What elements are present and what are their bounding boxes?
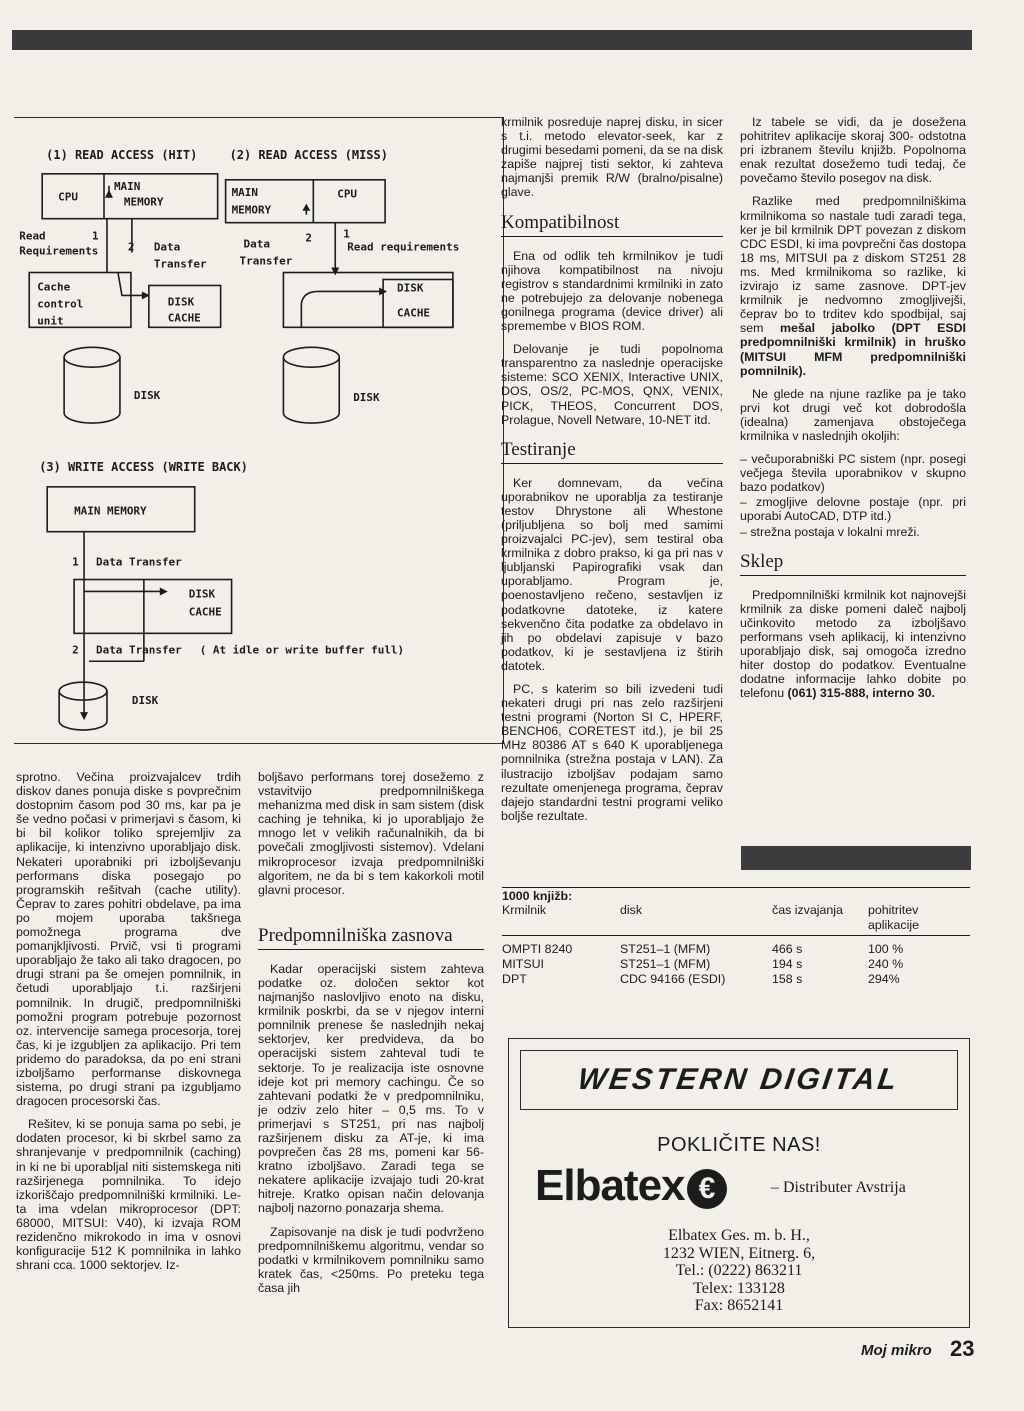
paragraph	[740, 194, 966, 377]
address-line: 1232 WIEN, Eitnerg. 6,	[662, 1244, 816, 1262]
diagram-read-requirements-label: Read requirements	[347, 240, 460, 254]
table-header-row	[502, 903, 970, 936]
ad-brand-row	[509, 1161, 969, 1221]
euro-icon: €	[687, 1169, 727, 1209]
list-item: – večuporabniški PC sistem (npr. posegi večjega števila uporabnikov v skupno bazo podatkov)	[740, 452, 966, 495]
table-cell: OMPTI 8240	[502, 942, 573, 956]
diagram-transfer-label: Transfer	[239, 254, 293, 268]
phone-number: (061) 315-888, interno 30.	[787, 686, 935, 701]
diagram-number-1: 1	[72, 555, 79, 569]
diagram-disk-label: DISK	[188, 587, 216, 601]
diagram-read-label: Read	[19, 229, 46, 243]
diagram-data-transfer-label: Data Transfer	[96, 555, 182, 569]
diagram-number-1: 1	[343, 227, 350, 241]
table-cell: 294%	[868, 972, 900, 986]
diagram-cache-caps-label: CACHE	[397, 306, 431, 320]
ad-address	[509, 1227, 969, 1315]
paragraph: PC, s katerim so bili izvedeni tudi nekateri drugi pri nas zelo razširjeni testni programi (Norton SI C, HPERF, BENCH06, CORETEST itd.), je bil 25 MHz 80386 AT s 640 K uporabljenega pomnilnika (strežna postaja v LAN). Za ilustracijo izboljšav podajam samo rezultate omenjenega programa, čeprav dajejo standardni testni programi veliko boljše rezultate.	[501, 682, 723, 823]
section-heading-kompatibilnost: Kompatibilnost	[501, 212, 723, 237]
table-row	[502, 942, 970, 957]
table-header-cell: pohitritev aplikacije	[868, 903, 919, 932]
section-heading-sklep: Sklep	[740, 551, 966, 576]
table-cell: ST251–1 (MFM)	[620, 957, 711, 971]
paragraph: Iz tabele se vidi, da je dosežena pohitritev aplikacije skoraj 300- odstotna pri izbranem številu knjižb. Popolnoma enak rezultat dosežemo tudi tedaj, če povečamo število posegov na disk.	[740, 115, 966, 186]
paragraph-text: Razlike med predpomnilniškima krmilnikoma so nastale tudi zaradi tega, ker je bil krmilnik DPT povezan z diskom CDC ESDI, ki ima povprečni čas dostopa 18 ms, MITSUI pa z diskom ST251 28 ms. Med krmilnikoma so razlike, ki izvirajo iz same zasnove. DPT-jev krmilnik je nedvomno zmogljivejši, čeprav bo to trditev kdo spodbijal, saj sem	[740, 194, 966, 336]
diagram-cpu-label: CPU	[337, 187, 358, 201]
cache-diagram	[14, 117, 504, 744]
elbatex-advertisement	[508, 1038, 970, 1328]
cache-diagram-svg	[14, 118, 503, 743]
elbatex-logo-text: Elbatex	[535, 1161, 685, 1210]
magazine-name: Moj mikro	[861, 1342, 932, 1359]
diagram-main-label: MAIN	[231, 185, 258, 199]
paragraph: Kadar operacijski sistem zahteva podatke oz. določen sektor kot najmanjšo naslovljivo enoto na disku, krmilnik poskrbi, da se v njegov interni pomnilnik prenese še naslednjih nekaj sektorjev, ker predvideva, da bo operacijski sistem zahteval tudi te sektorje. To je realizacija iste osnovne ideje kot pri memory cachingu. Če so zahtevani podatki že v predpomnilniku, je odziv zelo hiter – 0,5 ms. To v primerjavi s ST251, pri nas najbolj razširjenem disku za AT-je, ki ima povprečen čas 28 ms, pomeni kar 56-kratno izboljšavo. Zaradi tega se nekatere aplikacije izvajajo tudi 20-krat hitreje. Kratko opisan način delovanja najbolj nazorno ponazarja shema.	[258, 961, 484, 1216]
paragraph: Zapisovanje na disk je tudi podvrženo predpomnilniškemu algoritmu, vendar so podatki v krmilnikovem pomnilniku samo kratek čas, <250ms. Po preteku tega časa jih	[258, 1224, 484, 1295]
western-digital-logo-box	[520, 1050, 958, 1110]
diagram-number-2: 2	[72, 643, 79, 657]
diagram-data-label: Data	[153, 240, 181, 254]
diagram-number-2: 2	[127, 240, 135, 254]
elbatex-logo	[535, 1161, 727, 1211]
paragraph-text: Predpomnilniški krmilnik kot najnovejši krmilnik za diske pomeni daleč najbolj učinkovito metodo za izboljšavo performans vseh aplikacij, ki intenzivno uporabljajo disk, saj omogoča izredno hiter dostop do podatkov. Eventualne dodatne informacije lahko dobite po telefonu	[740, 587, 966, 701]
diagram-cache-caps-label: CACHE	[167, 311, 201, 325]
table-cell: 100 %	[868, 942, 904, 956]
table-header-cell: čas izvajanja	[772, 903, 843, 917]
diagram-number-2: 2	[305, 231, 312, 245]
diagram-disk-label: DISK	[167, 295, 195, 309]
diagram-cache-caps-label: CACHE	[188, 605, 222, 619]
diagram-main-memory-label: MAIN MEMORY	[74, 504, 147, 518]
table-cell: 194 s	[772, 957, 803, 971]
diagram-cpu-label: CPU	[58, 190, 78, 204]
diagram-panel3-title: (3) WRITE ACCESS (WRITE BACK)	[39, 459, 248, 474]
diagram-unit-label: unit	[37, 314, 64, 328]
table-cell: CDC 94166 (ESDI)	[620, 972, 726, 986]
western-digital-logo: WESTERN DIGITAL	[576, 1063, 902, 1096]
table-cell: 240 %	[868, 957, 904, 971]
paragraph: Rešitev, ki se ponuja sama po sebi, je dodaten procesor, ki bi skrbel samo za shranjevanje v predpomnilnik (caching) in ki ne bi uporabljal niti sistemskega niti razširjenega pomnilnika. To idejo izkoriščajo predpomnilniški krmilniki. Le-ta ima vdelan mikroprocesor (DPT: 68000, MITSUI: V40), ki izvaja ROM rezidenčno mikrokodo in ima v osnovi konfiguracije 512 K pomnilnika in lahko shrani cca. 1000 sektorjev. Iz-	[16, 1117, 241, 1273]
list-item: – zmogljive delovne postaje (npr. pri uporabi AutoCAD, DTP itd.)	[740, 495, 966, 524]
grey-rule-bar	[741, 846, 971, 870]
diagram-disk-label: DISK	[131, 694, 159, 708]
table-row	[502, 957, 970, 972]
paragraph: Ker domnevam, da večina uporabnikov ne uporablja za testiranje testov Dhrystone ali Whestone (priljubljena so bolj med samimi proizvajalci PC-jev), sem testiral oba krmilnika z dobro prakso, ki ga pri nas v ljubljanski Papirografiki vsak dan uporabljamo. Program je, poenostavljeno rečeno, sestavljen iz podatkovne datoteke, iz katere sekvenčno čita podatke za obdelavo in jih po obdelavi zapisuje v bazo podatkov, ki je sestavljena iz štirih datotek.	[501, 475, 723, 673]
table-cell: DPT	[502, 972, 527, 986]
table-cell: MITSUI	[502, 957, 544, 971]
column-1	[16, 770, 241, 1281]
diagram-number-1: 1	[92, 229, 99, 243]
diagram-control-label: control	[37, 297, 84, 311]
diagram-memory-label: MEMORY	[231, 203, 272, 217]
top-rule-bar	[12, 30, 972, 50]
paragraph: Ne glede na njune razlike pa je tako prvi kot drugi več kot dobrodošla (idealna) zamenjava obstoječega krmilnika v naslednjih okoljih:	[740, 386, 966, 443]
ad-call-to-action: POKLIČITE NAS!	[657, 1134, 821, 1156]
address-line: Telex: 133128	[693, 1279, 785, 1297]
diagram-panel1-title: (1) READ ACCESS (HIT)	[46, 147, 198, 162]
environment-list	[740, 452, 966, 539]
table-title: 1000 knjižb:	[502, 887, 970, 903]
diagram-requirements-label: Requirements	[19, 244, 99, 258]
section-heading-predpomnilniska-zasnova: Predpomnilniška zasnova	[258, 925, 484, 950]
column-3	[501, 115, 723, 832]
list-item: – strežna postaja v lokalni mreži.	[740, 524, 920, 539]
diagram-main-label: MAIN	[113, 179, 141, 193]
diagram-panel2-title: (2) READ ACCESS (MISS)	[229, 147, 388, 162]
address-line: Tel.: (0222) 863211	[675, 1262, 803, 1279]
paragraph: Ena od odlik teh krmilnikov je tudi njihova kompatibilnost na nivoju registrov s standardnimi krmilniki in zato ne potrebujejo za delovanje nobenega gonilnega programa (device driver) ali spremembe v BIOS ROM.	[501, 248, 723, 334]
table-header-cell: disk	[620, 903, 643, 917]
table-cell: 158 s	[772, 972, 803, 986]
diagram-memory-label: MEMORY	[123, 195, 164, 209]
diagram-cache-label: Cache	[37, 280, 71, 294]
column-4	[740, 115, 966, 709]
table-header-cell: Krmilnik	[502, 903, 547, 917]
column-2	[258, 770, 484, 1304]
paragraph: boljšavo performans torej dosežemo z vstavitvijo predpomnilniškega mehanizma med disk in sam sistem (disk caching je tehnika, ki jo uporabljajo že mnogo let v velikih računalnikih, da bi povečali zmogljivosti sistemov). Vdelani mikroprocesor izvaja predpomnilniški algoritem, ne da bi s tem kakorkoli motil glavni procesor.	[258, 770, 484, 897]
section-heading-testiranje: Testiranje	[501, 439, 723, 464]
table-row	[502, 972, 970, 987]
paragraph: Delovanje je tudi popolnoma transparentno za naslednje operacijske sisteme: SCO XENIX, Interactive UNIX, DOS, OS/2, PC-MOS, QNX, VENIX, PICK, THEOS, Concurrent DOS, Prolague, Novell Netware, 10-NET itd.	[501, 342, 723, 427]
paragraph: krmilnik posreduje naprej disku, in sicer s t.i. metodo elevator-seek, kar z drugimi besedami pomeni, da se na disk zapiše najprej tisti sektor, ki zahteva najmanjši premik R/W (bralno/pisalne) glave.	[501, 115, 723, 200]
paragraph	[740, 588, 966, 701]
diagram-disk-label: DISK	[397, 281, 424, 295]
diagram-idle-note: ( At idle or write buffer full)	[199, 643, 405, 657]
paragraph-bold-text: mešal jabolko (DPT ESDI predpomnilniški krmilnik) in hruško (MITSUI MFM predpomnilniški pomnilnik).	[740, 321, 966, 378]
table-cell: ST251–1 (MFM)	[620, 942, 711, 956]
diagram-disk-label: DISK	[353, 391, 380, 405]
ad-distributer: – Distributer Avstrija	[771, 1179, 906, 1196]
page-number: 23	[950, 1336, 975, 1361]
address-line: Fax: 8652141	[694, 1297, 784, 1314]
diagram-transfer-label: Transfer	[153, 257, 207, 271]
diagram-data-transfer-label: Data Transfer	[96, 643, 182, 657]
paragraph: sprotno. Večina proizvajalcev trdih diskov danes ponuja diske s povprečnim dostopnim časom pod 30 ms, kar pa je še vedno počasi v primerjavi s časom, ki bi bil kolikor toliko sprejemljiv za aplikacije, ki intenzivno uporabljajo disk. Nekateri uporabniki pri izboljševanju performans diska posegajo po programskih rešitvah (cache utility). Čeprav to zares pohitri obdelave, pa ima po mojem uporaba takšnega pomožnega programa dve pomanjkljivosti. Prvič, vsi ti programi uporabljajo že tako ali tako dragocen, po drugi strani pa še omejen pomnilnik, in četudi uporabljajo t.i. razširjeni pomnilnik. In drugič, predpomnilniški pomožni program potrebuje pozornost oz. intervencije samega procesorja, torej čas, ki je izgubljen za aplikacijo. Pri tem pridemo do paradoksa, da po eni strani izboljšamo performanse diskovnega sistema, po drugi strani pa izgubljamo dragocen procesorski čas.	[16, 770, 241, 1109]
table-cell: 466 s	[772, 942, 803, 956]
diagram-disk-label: DISK	[133, 389, 161, 403]
results-table	[502, 887, 970, 987]
address-line: Elbatex Ges. m. b. H.,	[668, 1227, 810, 1244]
diagram-data-label: Data	[243, 237, 270, 251]
